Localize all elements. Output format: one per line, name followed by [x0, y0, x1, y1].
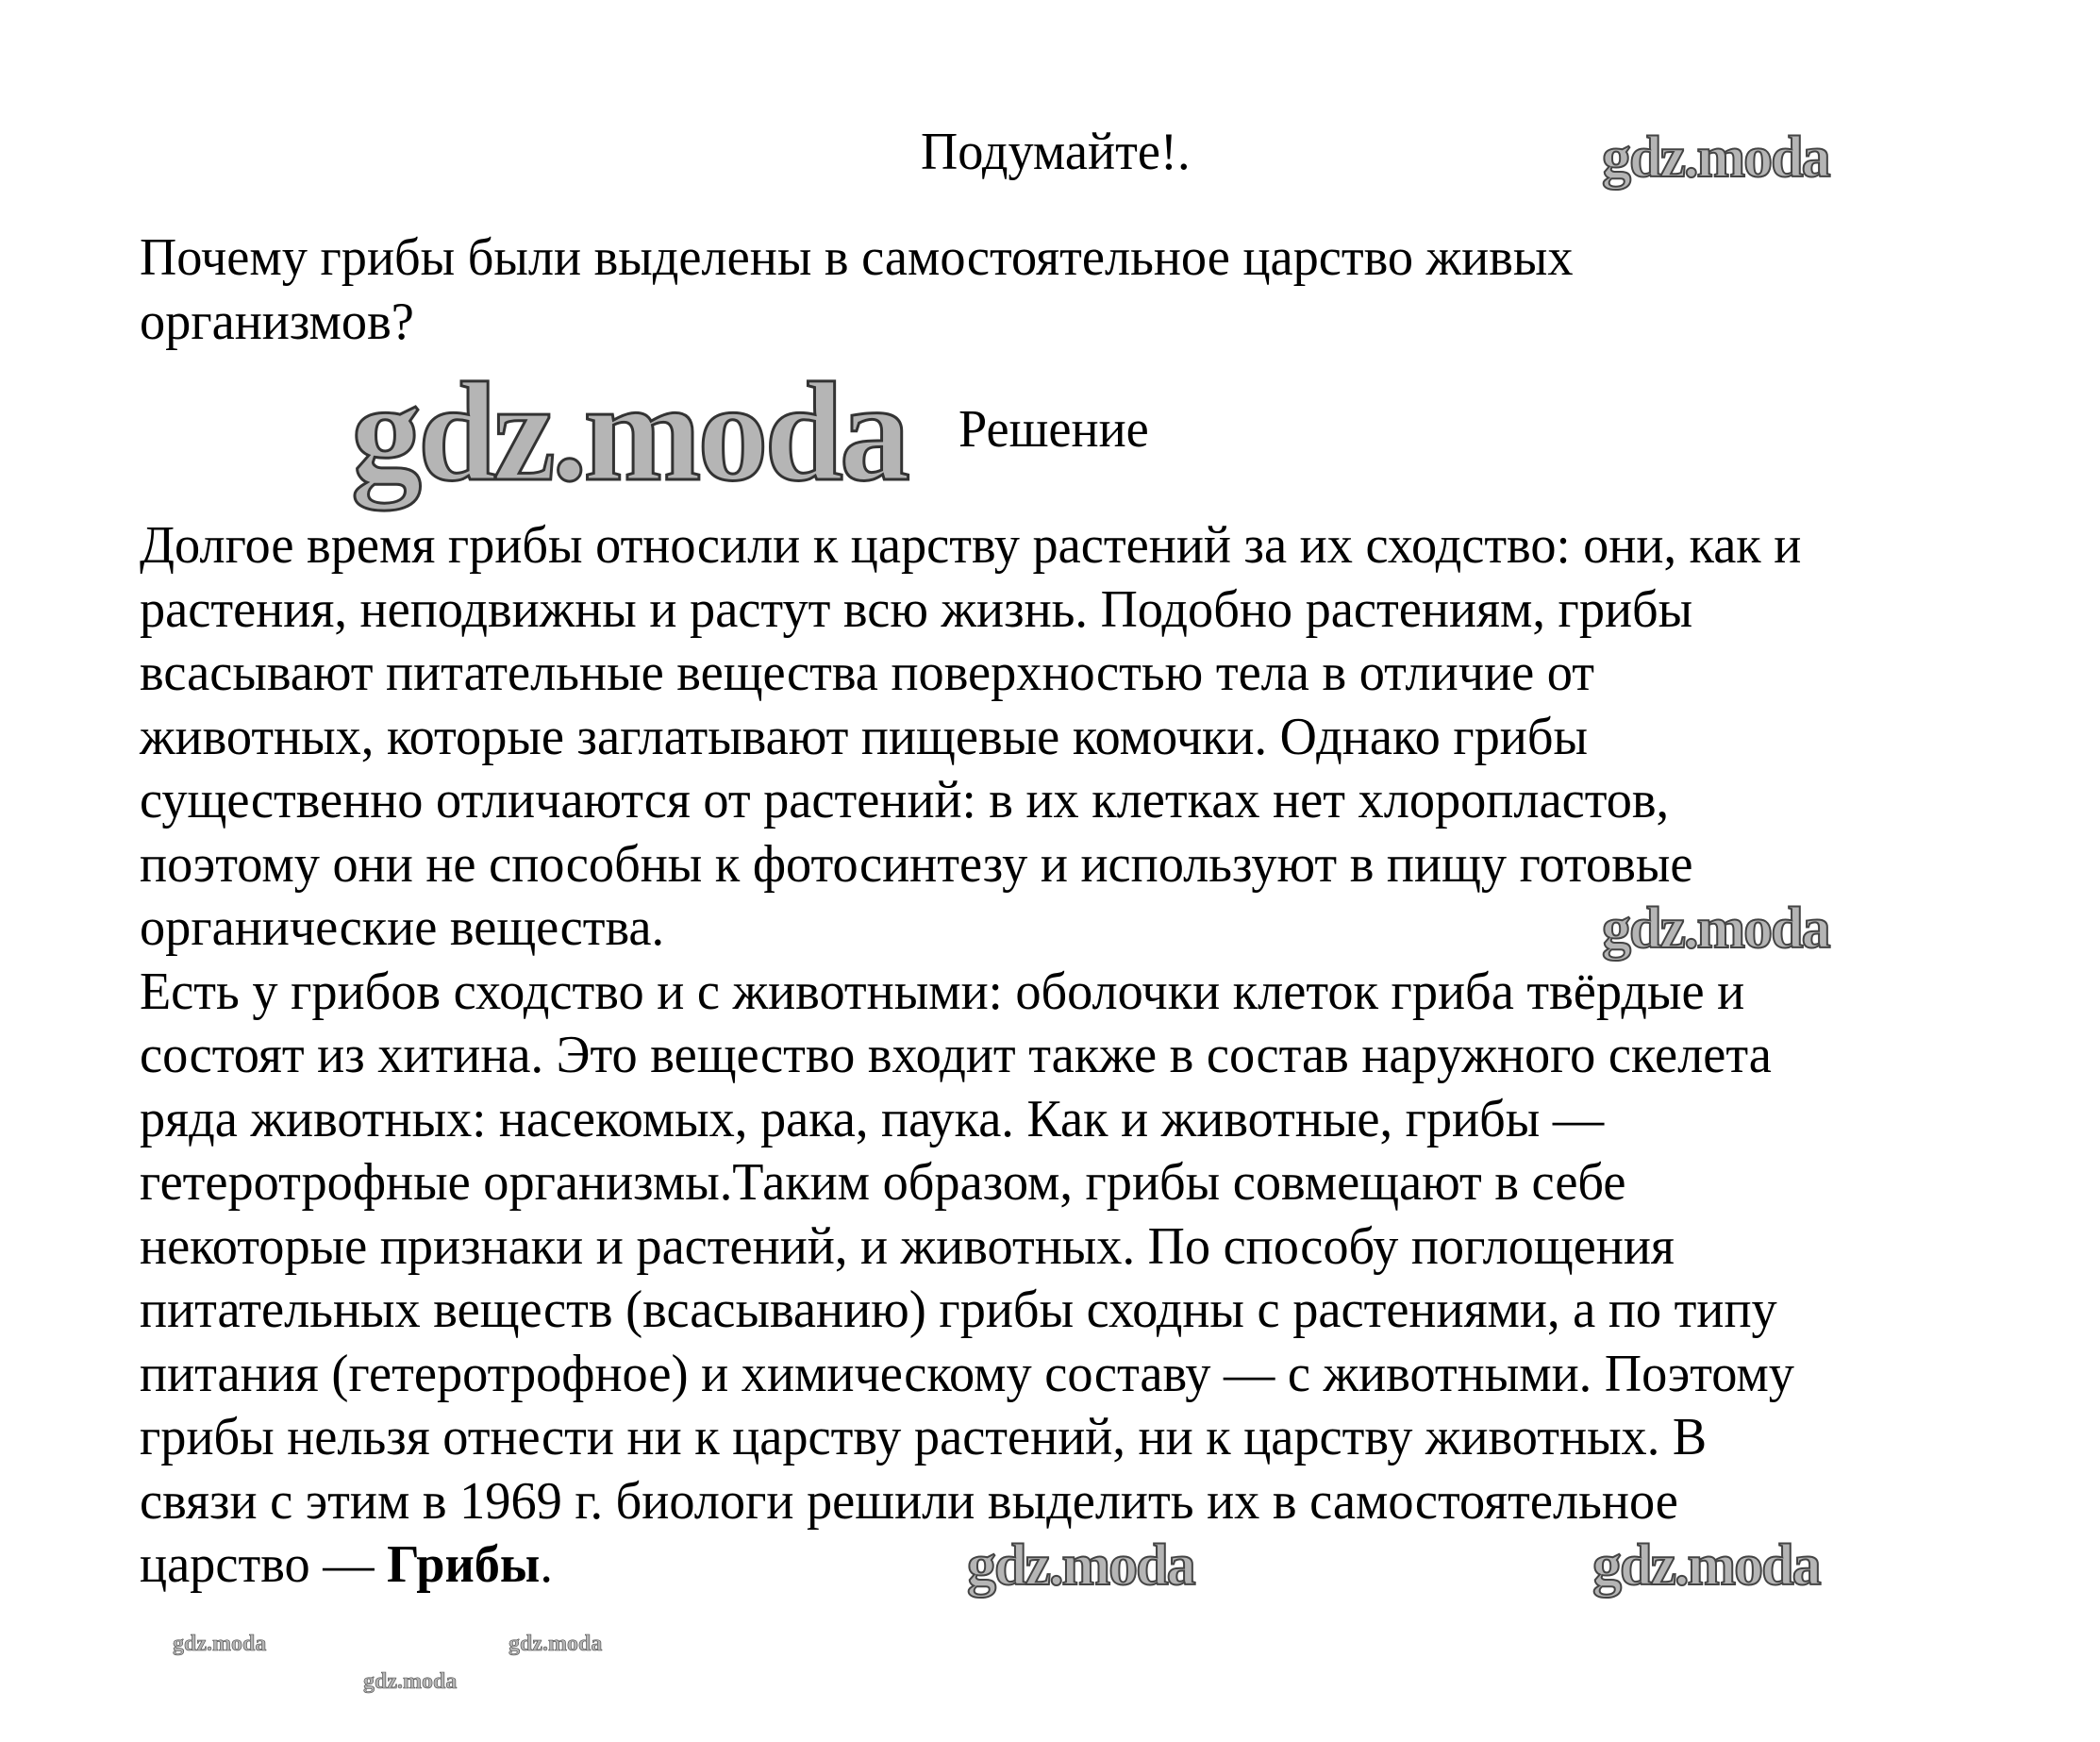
watermark: gdz.moda [1592, 1533, 1820, 1598]
body-line: питательных веществ (всасыванию) грибы сходны с растениями, а по типу [140, 1281, 1777, 1339]
body-line: Есть у грибов сходство и с животными: оболочки клеток гриба твёрдые и [140, 962, 1745, 1021]
question-line: организмов? [140, 292, 414, 351]
body-line: ряда животных: насекомых, рака, паука. Как и животные, грибы — [140, 1089, 1605, 1148]
watermark-large: gdz.moda [351, 354, 907, 511]
body-line: растения, неподвижны и растут всю жизнь. Подобно растениям, грибы [140, 579, 1693, 639]
watermark-small: gdz.moda [173, 1632, 267, 1656]
solution-body [140, 514, 1801, 1598]
body-line: гетеротрофные организмы.Таким образом, грибы совмещают в себе [140, 1153, 1626, 1212]
watermark-small: gdz.moda [363, 1669, 458, 1694]
watermark: gdz.moda [1602, 896, 1829, 961]
last-line-punct: . [540, 1535, 553, 1594]
bold-term: Грибы [387, 1535, 541, 1594]
body-line: питания (гетеротрофное) и химическому составу — с животными. Поэтому [140, 1344, 1794, 1403]
watermark: gdz.moda [1602, 126, 1829, 190]
heading: Подумайте!. [921, 123, 1191, 181]
body-line: поэтому они не способны к фотосинтезу и используют в пищу готовые [140, 834, 1693, 894]
body-line: всасывают питательные вещества поверхностью тела в отличие от [140, 644, 1594, 702]
body-line: состоят из хитина. Это вещество входит также в состав наружного скелета [140, 1026, 1772, 1084]
question-line: Почему грибы были выделены в самостоятельное царство живых [140, 228, 1574, 287]
body-line: животных, которые заглатывают пищевые комочки. Однако грибы [140, 707, 1588, 766]
watermark: gdz.moda [967, 1533, 1194, 1598]
body-line: связи с этим в 1969 г. биологи решили выделить их в самостоятельное [140, 1471, 1678, 1531]
solution-label: Решение [958, 400, 1149, 459]
body-line: Долгое время грибы относили к царству растений за их сходство: они, как и [140, 516, 1802, 575]
question [140, 226, 1574, 354]
body-line: некоторые признаки и растений, и животных. По способу поглощения [140, 1216, 1675, 1276]
body-line: органические вещества. [140, 898, 665, 957]
last-line-text: царство — [140, 1535, 388, 1594]
body-line: грибы нельзя отнести ни к царству растений, ни к царству животных. В [140, 1408, 1708, 1466]
body-line-last [140, 1533, 553, 1598]
body-line: существенно отличаются от растений: в их клетках нет хлоропластов, [140, 771, 1670, 829]
watermark-small: gdz.moda [508, 1632, 603, 1656]
